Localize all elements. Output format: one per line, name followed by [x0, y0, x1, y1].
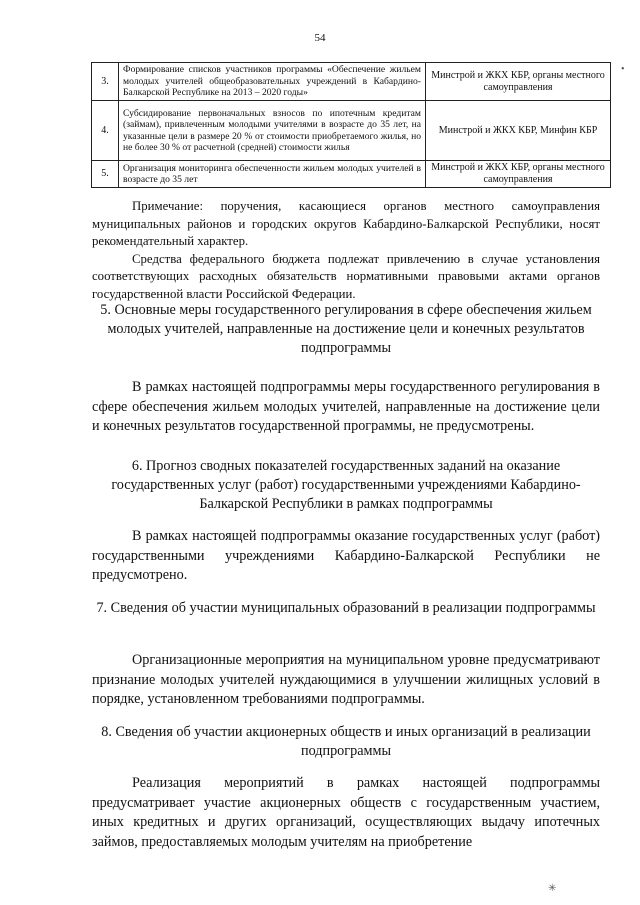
note-paragraph: Примечание: поручения, касающиеся органов местного самоуправления муниципальных районов и городских округов Кабардино-Балкарской Республики, носят рекомендательный характер.: [92, 199, 600, 248]
section-7-body: [92, 651, 600, 710]
row-executor: Минстрой и ЖКХ КБР, органы местного самоуправления: [426, 63, 611, 101]
measures-table: [91, 62, 611, 188]
section-5-heading: 5. Основные меры государственного регулирования в сфере обеспечения жильем молодых учителей, направленные на достижение цели и конечных результатов подпрограммы: [100, 302, 592, 356]
section-paragraph: Реализация мероприятий в рамках настоящей подпрограммы предусматривает участие акционерных обществ с государственным участием, иных кредитных и других организаций, осуществляющих выдачу ипотечных займов, предоставляемых молодым учителям на приобретение: [92, 775, 600, 850]
row-executor: Минстрой и ЖКХ КБР, Минфин КБР: [426, 101, 611, 161]
row-number: 5.: [92, 161, 119, 188]
row-executor: Минстрой и ЖКХ КБР, органы местного самоуправления: [426, 161, 611, 188]
margin-mark: •: [621, 64, 625, 75]
page-number: 54: [314, 32, 326, 44]
section-8-body: [92, 774, 600, 852]
section-paragraph: Организационные мероприятия на муниципальном уровне предусматривают признание молодых учителей нуждающимися в улучшении жилищных условий в порядке, установленном требованиями подпрограммы.: [92, 652, 600, 707]
corner-mark: ✳: [548, 883, 557, 894]
table-row: [92, 63, 611, 101]
row-description: Субсидирование первоначальных взносов по ипотечным кредитам (займам), привлеченным молодыми учителями в возрасте до 35 лет, на указанные цели в размере 20 % от стоимости приобретаемого жилья, но не более 30 % от расчетной (средней) стоимости жилья: [119, 101, 426, 161]
section-7-heading: 7. Сведения об участии муниципальных образований в реализации подпрограммы: [96, 600, 596, 616]
section-6-body: [92, 527, 600, 586]
row-number: 3.: [92, 63, 119, 101]
section-paragraph: В рамках настоящей подпрограммы меры государственного регулирования в сфере обеспечения жильем молодых учителей, направленные на достижение цели и конечных результатов государственной программы, не предусмотрены.: [92, 379, 600, 434]
section-8-heading: 8. Сведения об участии акционерных обществ и иных организаций в реализации подпрограммы: [101, 724, 591, 759]
section-paragraph: В рамках настоящей подпрограммы оказание государственных услуг (работ) государственными учреждениями Кабардино-Балкарской Республики не предусмотрено.: [92, 528, 600, 583]
table-note: [92, 198, 600, 303]
section-6-heading: 6. Прогноз сводных показателей государственных заданий на оказание государственных услуг (работ) государственными учреждениями Кабардино-Балкарской Республики в рамках подпрограммы: [111, 458, 581, 512]
row-description: Формирование списков участников программы «Обеспечение жильем молодых учителей общеобразовательных учреждений в Кабардино-Балкарской Республике на 2013 – 2020 годы»: [119, 63, 426, 101]
row-number: 4.: [92, 101, 119, 161]
table-row: [92, 101, 611, 161]
section-5-body: [92, 378, 600, 437]
row-description: Организация мониторинга обеспеченности жильем молодых учителей в возрасте до 35 лет: [119, 161, 426, 188]
funding-paragraph: Средства федерального бюджета подлежат привлечению в случае установления соответствующих расходных обязательств нормативными правовыми актами органов государственной власти Российской Федерации.: [92, 251, 600, 301]
table-row: [92, 161, 611, 188]
